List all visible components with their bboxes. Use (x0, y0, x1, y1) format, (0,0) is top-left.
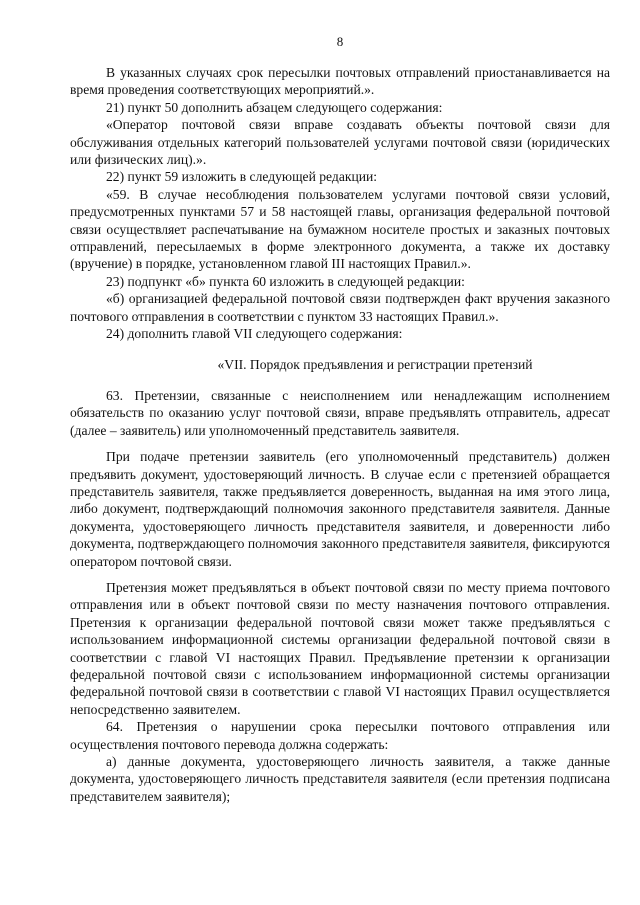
paragraph: 23) подпункт «б» пункта 60 изложить в следующей редакции: (106, 273, 465, 289)
paragraph: В указанных случаях срок пересылки почтовых отправлений приостанавливается на время проведения соответствующих мероприятий.». (70, 65, 610, 98)
chapter-heading: «VII. Порядок предъявления и регистрации претензий (217, 356, 533, 372)
paragraph: «Оператор почтовой связи вправе создавать объекты почтовой связи для обслуживания отдельных категорий пользователей услугами почтовой связи (юридических или физических лиц).». (70, 117, 610, 168)
paragraph: 21) пункт 50 дополнить абзацем следующего содержания: (106, 99, 443, 115)
paragraph: 63. Претензии, связанные с неисполнением или ненадлежащим исполнением обязательств по оказанию услуг почтовой связи, вправе предъявлять отправитель, адресат (далее – заявитель) или уполномоченный представитель заявителя. (70, 387, 610, 438)
page-number: 8 (336, 34, 344, 49)
paragraph: 24) дополнить главой VII следующего содержания: (106, 326, 403, 342)
paragraph: 22) пункт 59 изложить в следующей редакции: (106, 169, 378, 185)
paragraph: «59. В случае несоблюдения пользователем услугами почтовой связи условий, предусмотренных пунктами 57 и 58 настоящей главы, организация федеральной почтовой связи осуществляет распечатывание на бумажном носителе простых и заказных почтовых отправлений, пересылаемых в форме электронного документа, а также их доставку (вручение) в порядке, установленном главой III настоящих Правил.». (70, 186, 610, 272)
paragraph: 64. Претензия о нарушении срока пересылки почтового отправления или осуществления почтового перевода должна содержать: (70, 719, 610, 752)
paragraph: При подаче претензии заявитель (его уполномоченный представитель) должен предъявить документ, удостоверяющий личность. В случае если с претензией обращается представитель заявителя, также предъявляется доверенность, выданная на имя этого лица, либо документ, подтверждающий полномочия законного представителя заявителя. Данные документа, удостоверяющего личность представителя заявителя, и доверенности либо документа, подтверждающего полномочия законного представителя заявителя, фиксируются оператором почтовой связи. (70, 449, 610, 569)
paragraph: Претензия может предъявляться в объект почтовой связи по месту приема почтового отправления или в объект почтовой связи по месту назначения почтового отправления. Претензия к организации федеральной почтовой связи может также предъявляться с использованием информационной системы организации федеральной почтовой связи в соответствии с главой VI настоящих Правил. Предъявление претензии к организации федеральной почтовой связи с использованием информационной системы организации федеральной почтовой связи в соответствии с главой VI настоящих Правил осуществляется непосредственно заявителем. (70, 579, 610, 717)
paragraph: «б) организацией федеральной почтовой связи подтвержден факт вручения заказного почтового отправления в соответствии с пунктом 33 настоящих Правил.». (70, 291, 610, 324)
paragraph: а) данные документа, удостоверяющего личность заявителя, а также данные документа, удостоверяющего личность представителя заявителя (если претензия подписана представителем заявителя); (70, 754, 610, 804)
